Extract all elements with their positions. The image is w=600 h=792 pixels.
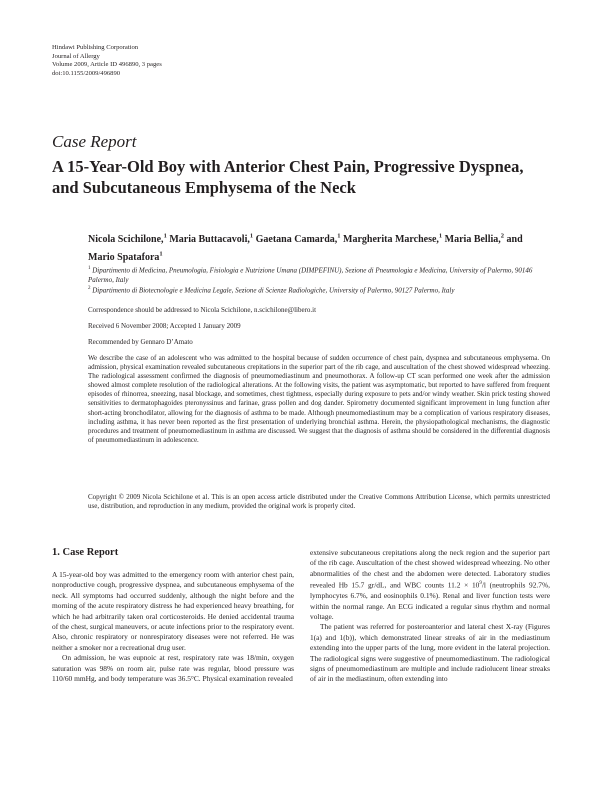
affiliation-1: $^1$ Dipartimento di Medicina, Pneumologia, Fisiologia e Nutrizione Umana (DIMPEFINU), Sezione di Pneumologia e Medicina, University of Palermo, 90146 Palermo, Italy (88, 266, 533, 284)
author: Margherita Marchese,$^1$ (343, 233, 443, 246)
author-list (88, 230, 548, 265)
affiliation-2: $^2$ Dipartimento di Biotecnologie e Medicina Legale, Sezione di Scienze Radiologiche, University of Palermo, 90127 Palermo, Italy (88, 286, 455, 295)
doi: doi:10.1155/2009/496890 (52, 69, 121, 77)
author: Gaetana Camarda,$^1$ (255, 233, 341, 246)
journal-header (52, 44, 162, 78)
paragraph: The patient was referred for posteroanterior and lateral chest X-ray (Figures 1(a) and 1(b)), which demonstrated linear streaks of air in the mediastinum extending into the upper parts of the lung, more evident in the lateral projection. The radiological signs were suggestive of pneumomediastinum. The radiological signs of pneumomediastinum are multiple and include radiolucent linear streaks of air in the mediastinum, often extending into (310, 622, 550, 684)
abstract: We describe the case of an adolescent who was admitted to the hospital because of sudden occurrence of chest pain, dyspnea and subcutaneous emphysema. On admission, physical examination revealed subcutaneous crepitations in the superior part of the rib cage, and auscultation of the chest showed widespread wheezing. The radiological assessment confirmed the diagnosis of pneumomediastinum and pneumothorax. A follow-up CT scan performed one week after the admission showed almost complete resolution of the radiological alterations. At the following visits, the patient was asymptomatic, but reported to have suffered from frequent episodes of rhinorrea, sneezing, nasal blockage, and sometimes, chest tightness, especially during exposure to pets and/or windy weather. Skin prick testing showed sensitivities to dermatophagoides pteronyssinus and farinae, grass pollen and dog dander. Spirometry documented significant improvement in lung function after short-acting bronchodilator, allowing for the diagnosis of asthma to be made. Although pneumomediastinum may be a complication of various respiratory diseases, including asthma, it has never been reported as the first presentation of underlying bronchial asthma. Herein, the physiopathological mechanisms, the diagnostic procedures and treatment of pneumomediastinum in asthma are discussed. We suggest that the diagnosis of asthma should be considered in the differential diagnosis of pneumomediastinum in adolescence. (88, 354, 550, 444)
section-heading: 1. Case Report (52, 547, 119, 558)
author: Nicola Scichilone,$^1$ (88, 233, 167, 246)
recommended-by: Recommended by Gennaro D’Amato (88, 338, 193, 346)
received-dates: Received 6 November 2008; Accepted 1 January 2009 (88, 322, 241, 330)
journal-name: Journal of Allergy (52, 52, 100, 60)
copyright-notice: Copyright © 2009 Nicola Scichilone et al. This is an open access article distributed under the Creative Commons Attribution License, which permits unrestricted use, distribution, and reproduction in any medium, provided the original work is properly cited. (88, 493, 550, 511)
paragraph: A 15-year-old boy was admitted to the emergency room with anterior chest pain, nonproductive cough, progressive dyspnea, and subcutaneous emphysema of the neck. All symptoms had occurred suddenly, although the night before and the morning of the acute respiratory distress he had experienced heavy breathing, for which he had arbitrarily taken oral corticosteroids. He denied accidental trauma of the chest, surgical maneuvers, or acute infections prior to the respiratory event. Also, chronic respiratory or nonrespiratory diseases were not referred. He was neither a smoker nor a recreational drug user. (52, 570, 294, 652)
article-type: Case Report (52, 132, 137, 151)
body-column-left (52, 570, 294, 684)
author: Maria Buttacavoli,$^1$ (169, 233, 254, 246)
correspondence: Correspondence should be addressed to Nicola Scichilone, n.scichilone@libero.it (88, 306, 317, 314)
author: Maria Bellia,$^2$ (444, 233, 505, 246)
publisher: Hindawi Publishing Corporation (52, 44, 139, 51)
paragraph: extensive subcutaneous crepitations along the neck region and the superior part of the rib cage. Auscultation of the chest showed widespread wheezing. No other abnormalities of the chest and the abdomen were detected. Laboratory studies revealed Hb 15.7 gr/dL, and WBC counts $11.2 \times 10^9/l$ (neutrophils 92.7%, lymphocytes 6.7%, and eosinophils 0.1%). Renal and liver function tests were within the normal range. An ECG indicated a regular sinus rhythm and normal voltage. (310, 548, 550, 621)
article-title: A 15-Year-Old Boy with Anterior Chest Pain, Progressive Dyspnea, and Subcutaneous Emphysema of the Neck (52, 157, 524, 197)
volume-info: Volume 2009, Article ID 496890, 3 pages (52, 61, 162, 69)
paragraph: On admission, he was eupnoic at rest, respiratory rate was 18/min, oxygen saturation was 98% on room air, pulse rate was regular, blood pressure was 110/60 mmHg, and body temperature was 36.5°C. Physical examination revealed (52, 653, 294, 684)
body-column-right (310, 548, 550, 685)
author: and Mario Spatafora$^1$ (88, 234, 523, 263)
